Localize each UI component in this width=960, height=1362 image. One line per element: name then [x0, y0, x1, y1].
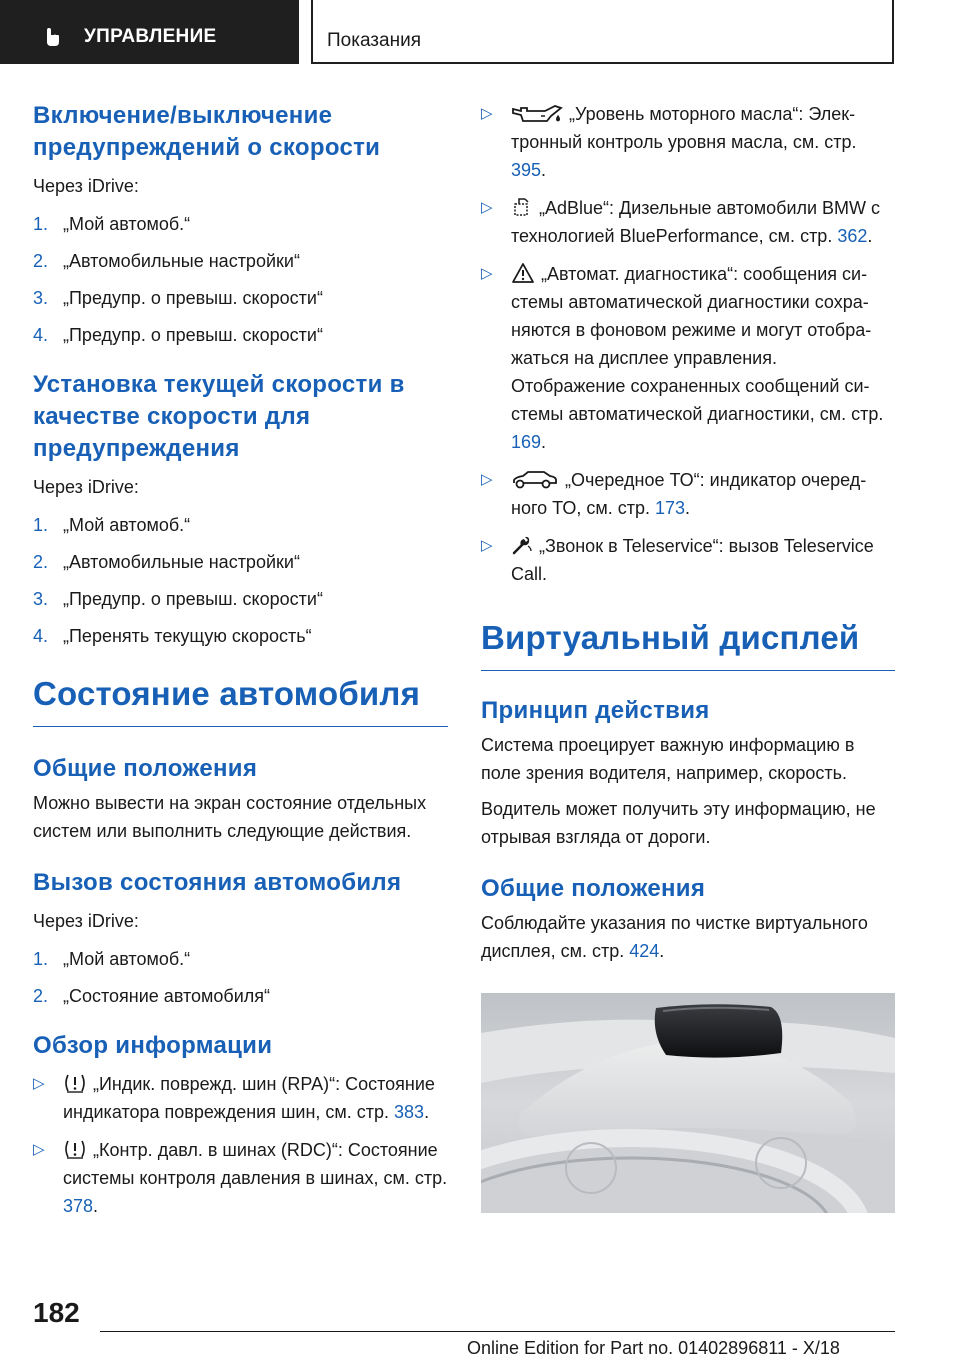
- list-item: ▷ „AdBlue“: Дизельные автомобили BMW с технологией BluePerformance, см. стр. 362.: [481, 194, 895, 250]
- heading-overview-info: Обзор информации: [33, 1032, 273, 1059]
- adblue-icon: [511, 196, 533, 218]
- footer-divider: [100, 1331, 895, 1332]
- page-link[interactable]: 169: [511, 432, 542, 452]
- page-number: 182: [33, 1297, 80, 1328]
- general2-text: Соблюдайте указания по чистке виртуального дисплея, см. стр. 424.: [481, 913, 868, 961]
- heading-vehicle-status: Состояние автомобиля: [33, 674, 448, 727]
- list-item: ▷ „Контр. давл. в шинах (RDC)“: Состояние системы контроля давления в шинах, см. стр. 378.: [33, 1136, 448, 1220]
- left-column: [33, 100, 448, 1220]
- service-car-icon: [511, 470, 559, 490]
- right-column: [481, 100, 895, 1023]
- heading-speed-warning: Включение/выключение предупреждений о скорости: [33, 102, 381, 161]
- heading-principle: Принцип действия: [481, 697, 710, 724]
- heading-virtual-display: Виртуальный дисплей: [481, 618, 895, 671]
- section-title: Показания: [327, 30, 421, 51]
- heading-call-status: Вызов состояния автомобиля: [33, 869, 402, 896]
- wrench-call-icon: [511, 534, 533, 556]
- info-list: [33, 1070, 448, 1220]
- page-link[interactable]: 378: [63, 1196, 94, 1216]
- triangle-bullet-icon: ▷: [33, 1075, 45, 1092]
- tire-warning-icon: [63, 1072, 87, 1094]
- triangle-bullet-icon: ▷: [481, 199, 493, 216]
- steps-list: [33, 210, 448, 349]
- footer-edition: Online Edition for Part no. 01402896811 - X/18: [467, 1338, 840, 1358]
- triangle-bullet-icon: ▷: [33, 1141, 45, 1158]
- list-item: 4. „Предупр. о превыш. скорости“: [33, 325, 323, 345]
- triangle-bullet-icon: ▷: [481, 265, 493, 282]
- head-up-display-photo: [481, 993, 895, 1213]
- page-link[interactable]: 395: [511, 160, 542, 180]
- page-link[interactable]: 173: [654, 498, 686, 518]
- triangle-bullet-icon: ▷: [481, 537, 493, 554]
- list-item: 3. „Предупр. о превыш. скорости“: [33, 589, 323, 609]
- list-item: ▷ „Звонок в Teleservice“: вызов Teleservice Call.: [481, 532, 895, 588]
- page-link[interactable]: 424: [629, 941, 660, 961]
- list-item: 2. „Состояние автомобиля“: [33, 986, 271, 1006]
- warning-triangle-icon: [511, 262, 535, 284]
- list-item: 1. „Мой автомоб.“: [33, 214, 191, 234]
- oil-can-icon: [511, 104, 563, 124]
- page-link[interactable]: 383: [394, 1102, 425, 1122]
- list-item: ▷ „Уровень моторного масла“: Электронный контроль уровня масла, см. стр. 395.: [481, 100, 895, 184]
- list-item: ▷ „Автомат. диагностика“: сообщения системы автоматической диагностики сохраняются в фоновом режиме и могут отображаться на дисплее управления. Отображение сохраненных сообщений системы автоматической диагностики, см. стр. 169.: [481, 260, 895, 456]
- principle-text-2: Водитель может получить эту информацию, не отрывая взгляда от дороги.: [481, 799, 876, 847]
- list-item: ▷ „Очередное ТО“: индикатор очередного ТО, см. стр. 173.: [481, 466, 895, 522]
- triangle-bullet-icon: ▷: [481, 105, 493, 122]
- intro-text: Через iDrive:: [33, 911, 139, 931]
- pointing-hand-icon: [42, 26, 64, 48]
- list-item: 1. „Мой автомоб.“: [33, 949, 191, 969]
- page-link[interactable]: 362: [837, 226, 868, 246]
- steps-list: [33, 511, 448, 650]
- list-item: 3. „Предупр. о превыш. скорости“: [33, 288, 323, 308]
- header-tab-label: УПРАВЛЕНИЕ: [84, 26, 217, 47]
- intro-text: Через iDrive:: [33, 477, 139, 497]
- heading-general-2: Общие положения: [481, 875, 706, 902]
- heading-general: Общие положения: [33, 755, 258, 782]
- principle-text-1: Система проецирует важную информацию в поле зрения водителя, например, скорость.: [481, 735, 855, 783]
- list-item: ▷ „Индик. поврежд. шин (RPA)“: Состояние индикатора повреждения шин, см. стр. 383.: [33, 1070, 448, 1126]
- steps-list: [33, 945, 448, 1010]
- general-text: Можно вывести на экран состояние отдельных систем или выполнить следующие действия.: [33, 793, 427, 841]
- intro-text: Через iDrive:: [33, 176, 139, 196]
- list-item: 2. „Автомобильные настройки“: [33, 251, 300, 271]
- heading-set-speed: Установка текущей скорости в качестве скорости для предупреждения: [33, 371, 405, 462]
- tire-warning-icon: [63, 1138, 87, 1160]
- triangle-bullet-icon: ▷: [481, 471, 493, 488]
- list-item: 4. „Перенять текущую скорость“: [33, 626, 312, 646]
- info-list: [481, 100, 895, 588]
- header-tab: [0, 0, 299, 64]
- list-item: 1. „Мой автомоб.“: [33, 515, 191, 535]
- header-section: [311, 0, 894, 64]
- list-item: 2. „Автомобильные настройки“: [33, 552, 300, 572]
